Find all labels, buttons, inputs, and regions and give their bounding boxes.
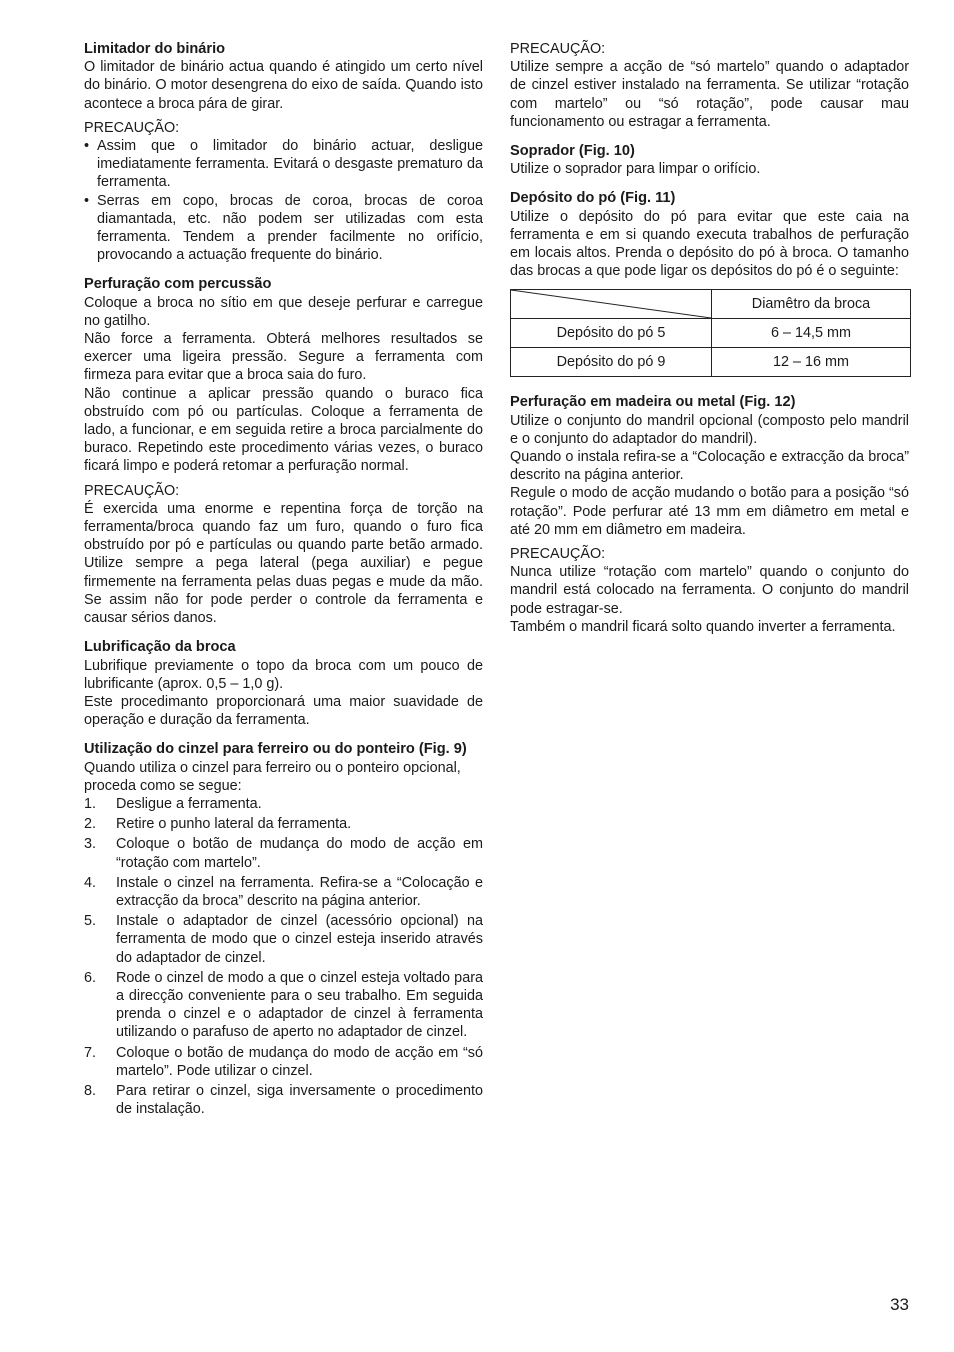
step-number: 6. xyxy=(84,969,97,986)
paragraph: Não force a ferramenta. Obterá melhores resultados se exercer uma ligeira pressão. Segure a ferramenta com firmeza para evitar que a broca saia do furo. xyxy=(84,331,483,384)
table-cell: Depósito do pó 5 xyxy=(511,319,712,348)
section-blower xyxy=(510,142,909,178)
caution-label: PRECAUÇÃO: xyxy=(84,482,180,499)
section-hammer-drilling xyxy=(84,275,483,627)
caution-label: PRECAUÇÃO: xyxy=(510,41,606,57)
step-number: 2. xyxy=(84,816,97,833)
bullet-list xyxy=(84,137,483,264)
table-cell: Depósito do pó 9 xyxy=(511,348,712,377)
section-title: Perfuração em madeira ou metal (Fig. 12) xyxy=(510,394,796,411)
section-chisel-usage xyxy=(84,740,483,1118)
table-row xyxy=(511,348,911,377)
step-number: 5. xyxy=(84,913,97,930)
step-text: Para retirar o cinzel, siga inversamente o procedimento de instalação. xyxy=(116,1082,483,1118)
step-text: Retire o punho lateral da ferramenta. xyxy=(116,816,352,833)
step-item xyxy=(84,1082,483,1118)
step-number: 3. xyxy=(84,836,97,853)
table-header-cell: Diamêtro da broca xyxy=(712,290,911,319)
step-text: Instale o cinzel na ferramenta. Refira-se a “Colocação e extracção da broca” descrito na página anterior. xyxy=(116,874,483,909)
table-cell: 6 – 14,5 mm xyxy=(712,319,911,348)
paragraph: Coloque a broca no sítio em que deseje perfurar e carregue no gatilho. xyxy=(84,294,483,329)
step-number: 4. xyxy=(84,874,97,891)
step-item xyxy=(84,912,483,967)
step-item xyxy=(84,874,483,910)
section-chisel-caution xyxy=(510,40,909,131)
section-title: Depósito do pó (Fig. 11) xyxy=(510,190,676,207)
step-item xyxy=(84,795,483,813)
step-list xyxy=(84,795,483,1118)
dust-cup-table xyxy=(510,289,911,377)
section-title: Perfuração com percussão xyxy=(84,276,272,293)
step-item xyxy=(84,835,483,871)
step-text: Instale o adaptador de cinzel (acessório opcional) na ferramenta de modo que o cinzel esteja inserido através do adaptador de cinzel. xyxy=(116,913,483,966)
page-number: 33 xyxy=(890,1295,909,1314)
step-item xyxy=(84,969,483,1042)
section-wood-metal-drilling xyxy=(510,393,909,636)
paragraph: Utilize o depósito do pó para evitar que este caia na ferramenta e em si quando executa trabalhos de perfuração em locais altos. Prenda o depósito do pó à broca. O tamanho das brocas a que pode ligar os depósitos do pó é o seguinte: xyxy=(510,208,909,280)
paragraph: Nunca utilize “rotação com martelo” quando o conjunto do mandril está colocado na ferramenta. O conjunto do mandril pode estragar-se. xyxy=(510,564,909,617)
step-text: Desligue a ferramenta. xyxy=(116,795,262,812)
paragraph: Também o mandril ficará solto quando inverter a ferramenta. xyxy=(510,618,896,635)
bullet-item: • Assim que o limitador do binário actuar, desligue imediatamente ferramenta. Evitará o desgaste prematuro da ferramenta. xyxy=(84,137,483,192)
table-corner-cell xyxy=(511,290,712,319)
step-item xyxy=(84,1044,483,1080)
step-text: Coloque o botão de mudança do modo de acção em “só martelo”. Pode utilizar o cinzel. xyxy=(116,1044,483,1079)
step-text: Coloque o botão de mudança do modo de acção em “rotação com martelo”. xyxy=(116,836,483,871)
step-number: 7. xyxy=(84,1044,97,1061)
bullet-item: • Serras em copo, brocas de coroa, brocas de coroa diamantada, etc. não podem ser utilizadas com esta ferramenta. Tendem a prender facilmente no orifício, provocando a actuação frequente do binário. xyxy=(84,192,483,265)
paragraph: Não continue a aplicar pressão quando o buraco fica obstruído com pó ou partículas. Coloque a ferramenta de lado, a funcionar, e em seguida retire a broca parcialmente do buraco. Repetindo este procedimento várias vezes, o buraco ficará limpo e poderá retomar a perfuração normal. xyxy=(84,385,483,475)
section-title: Lubrificação da broca xyxy=(84,639,236,656)
paragraph: Quando o instala refira-se a “Colocação e extracção da broca” descrito na página anterior. xyxy=(510,449,909,484)
left-column xyxy=(84,40,483,1129)
paragraph: Utilize sempre a acção de “só martelo” quando o adaptador de cinzel estiver instalado na ferramenta. Se utilizar “rotação com martelo” ou “só rotação”, pode causar mau funcionamento ou estragar a ferramenta. xyxy=(510,59,909,130)
section-torque-limiter xyxy=(84,40,483,264)
section-title: Utilização do cinzel para ferreiro ou do ponteiro (Fig. 9) xyxy=(84,741,467,758)
caution-label: PRECAUÇÃO: xyxy=(510,546,606,563)
diagonal-line xyxy=(511,290,711,318)
step-number: 8. xyxy=(84,1082,97,1099)
step-number: 1. xyxy=(84,795,97,812)
section-title: Limitador do binário xyxy=(84,41,226,57)
right-column xyxy=(510,40,909,647)
step-item xyxy=(84,815,483,833)
paragraph: Quando utiliza o cinzel para ferreiro ou o ponteiro opcional, proceda como se segue: xyxy=(84,759,461,794)
table-cell: 12 – 16 mm xyxy=(712,348,911,377)
section-title: Soprador (Fig. 10) xyxy=(510,143,635,160)
table-row xyxy=(511,319,911,348)
paragraph: É exercida uma enorme e repentina força de torção na ferramenta/broca quando faz um furo, quando o furo fica obstruído por pó e partículas ou quando parte betão armado. Utilize sempre a pega lateral (pega auxiliar) e pegue firmemente na ferramenta pelas duas pegas e mude da mão. Se assim não for pode perder o controle da ferramenta e causar sérios danos. xyxy=(84,500,483,627)
paragraph: O limitador de binário actua quando é atingido um certo nível do binário. O motor desengrena do eixo de saída. Quando isto acontece a broca pára de girar. xyxy=(84,59,483,112)
table-header-row xyxy=(511,290,911,319)
step-text: Rode o cinzel de modo a que o cinzel esteja voltado para a direcção conveniente para o seu trabalho. Em seguida prenda o cinzel e o adaptador de cinzel à ferramenta utilizando o parafuso de aperto no adaptador de cinzel. xyxy=(116,969,483,1041)
section-bit-lubrication xyxy=(84,638,483,729)
paragraph: Este procedimanto proporcionará uma maior suavidade de operação e duração da ferramenta. xyxy=(84,693,483,729)
paragraph: Regule o modo de acção mudando o botão para a posição “só rotação”. Pode perfurar até 13 mm em diâmetro em metal e até 20 mm em diâmetro em madeira. xyxy=(510,485,909,538)
caution-label: PRECAUÇÃO: xyxy=(84,119,180,136)
paragraph: Lubrifique previamente o topo da broca com um pouco de lubrificante (aprox. 0,5 – 1,0 g). xyxy=(84,657,483,692)
section-dust-cup xyxy=(510,189,909,377)
paragraph: Utilize o conjunto do mandril opcional (composto pelo mandril e o conjunto do adaptador do mandril). xyxy=(510,412,909,447)
paragraph: Utilize o soprador para limpar o orifício. xyxy=(510,161,761,178)
